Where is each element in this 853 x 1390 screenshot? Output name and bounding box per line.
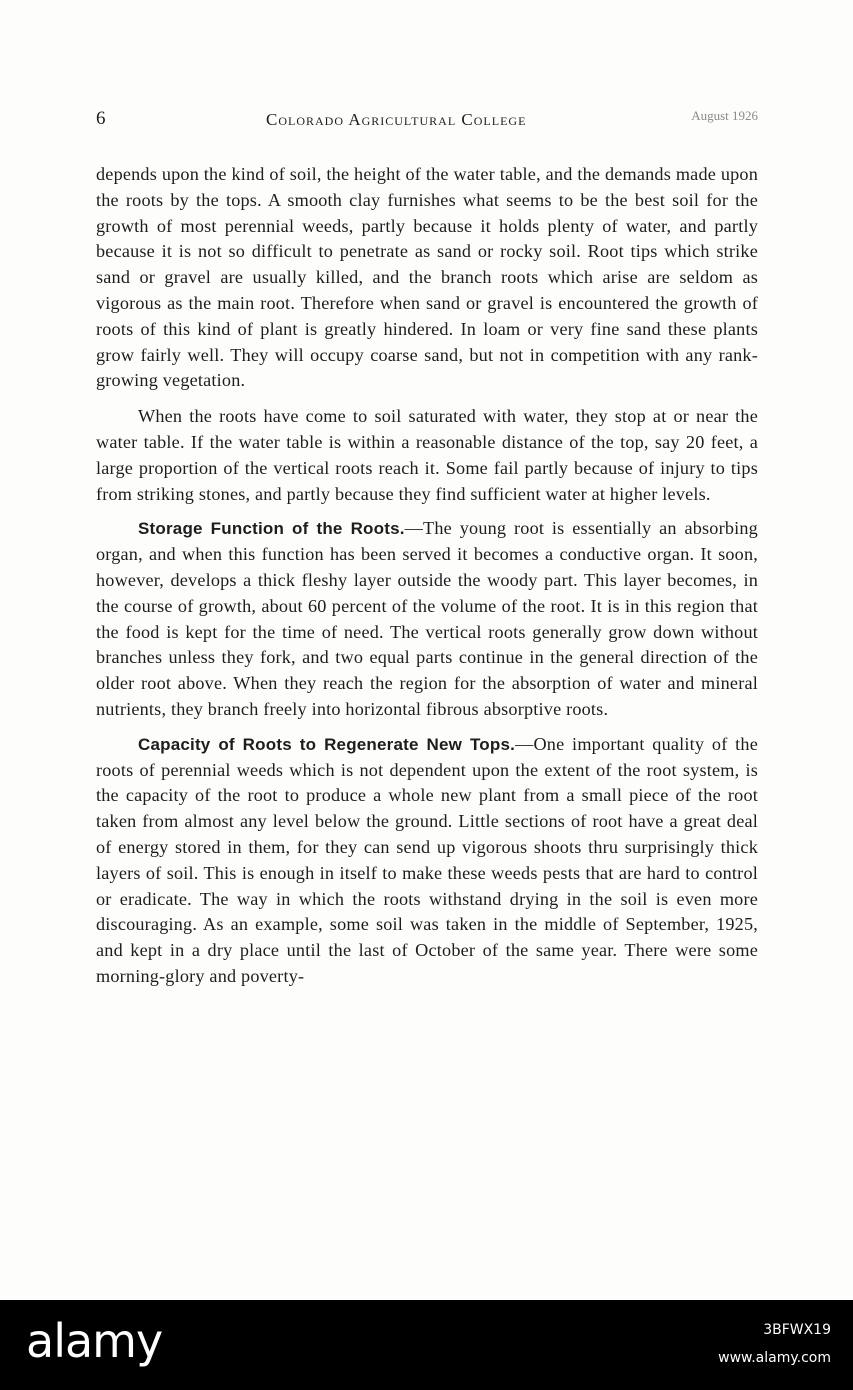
watermark-logo: alamy	[26, 1314, 163, 1368]
body-text	[96, 162, 758, 999]
page-number: 6	[96, 108, 106, 129]
header-title: Colorado Agricultural College	[266, 110, 527, 129]
paragraph-3	[96, 516, 758, 722]
paragraph-1	[96, 162, 758, 394]
paragraph-4	[96, 732, 758, 990]
watermark-url: www.alamy.com	[718, 1350, 831, 1366]
header-date: August 1926	[691, 108, 758, 123]
running-header	[96, 108, 758, 136]
paragraph-text: —The young root is essentially an absorbing organ, and when this function has been served it becomes a conductive organ. It soon, however, develops a thick fleshy layer outside the woody part. This layer becomes, in the course of growth, about 60 percent of the volume of the root. It is in this region that the food is kept for the time of need. The vertical roots generally grow down without branches unless they fork, and two equal parts continue in the general direction of the older root above. When they reach the region for the absorption of water and mineral nutrients, they branch freely into horizontal fibrous absorptive roots.	[96, 518, 758, 719]
paragraph-text: When the roots have come to soil saturated with water, they stop at or near the water table. If the water table is within a reasonable distance of the top, say 20 feet, a large proportion of the vertical roots reach it. Some fail partly because of injury to tips from striking stones, and partly because they find sufficient water at higher levels.	[96, 406, 758, 504]
section-heading: Storage Function of the Roots.	[138, 519, 405, 539]
watermark-image-id: 3BFWX19	[763, 1322, 831, 1338]
paragraph-text: depends upon the kind of soil, the height of the water table, and the demands made upon the roots by the tops. A smooth clay furnishes what seems to be the best soil for the growth of most perennial weeds, partly because it holds plenty of water, and partly because it is not so difficult to penetrate as sand or rocky soil. Root tips which strike sand or gravel are usually killed, and the branch roots which arise are seldom as vigorous as the main root. Therefore when sand or gravel is encountered the growth of roots of this kind of plant is greatly hindered. In loam or very fine sand these plants grow fairly well. They will occupy coarse sand, but not in competition with any rank-growing vegetation.	[96, 164, 758, 391]
paragraph-text: —One important quality of the roots of perennial weeds which is not dependent upon the extent of the root system, is the capacity of the root to produce a whole new plant from a small piece of the root taken from almost any level below the ground. Little sections of root have a great deal of energy stored in them, for they can send up vigorous shoots thru surprisingly thick layers of soil. This is enough in itself to make these weeds pests that are hard to control or eradicate. The way in which the roots withstand drying in the soil is even more discouraging. As an example, some soil was taken in the middle of September, 1925, and kept in a dry place until the last of October of the same year. There were some morning-glory and poverty-	[96, 733, 758, 986]
paragraph-2	[96, 404, 758, 507]
watermark-bar	[0, 1300, 853, 1390]
section-heading: Capacity of Roots to Regenerate New Tops.	[138, 734, 516, 754]
